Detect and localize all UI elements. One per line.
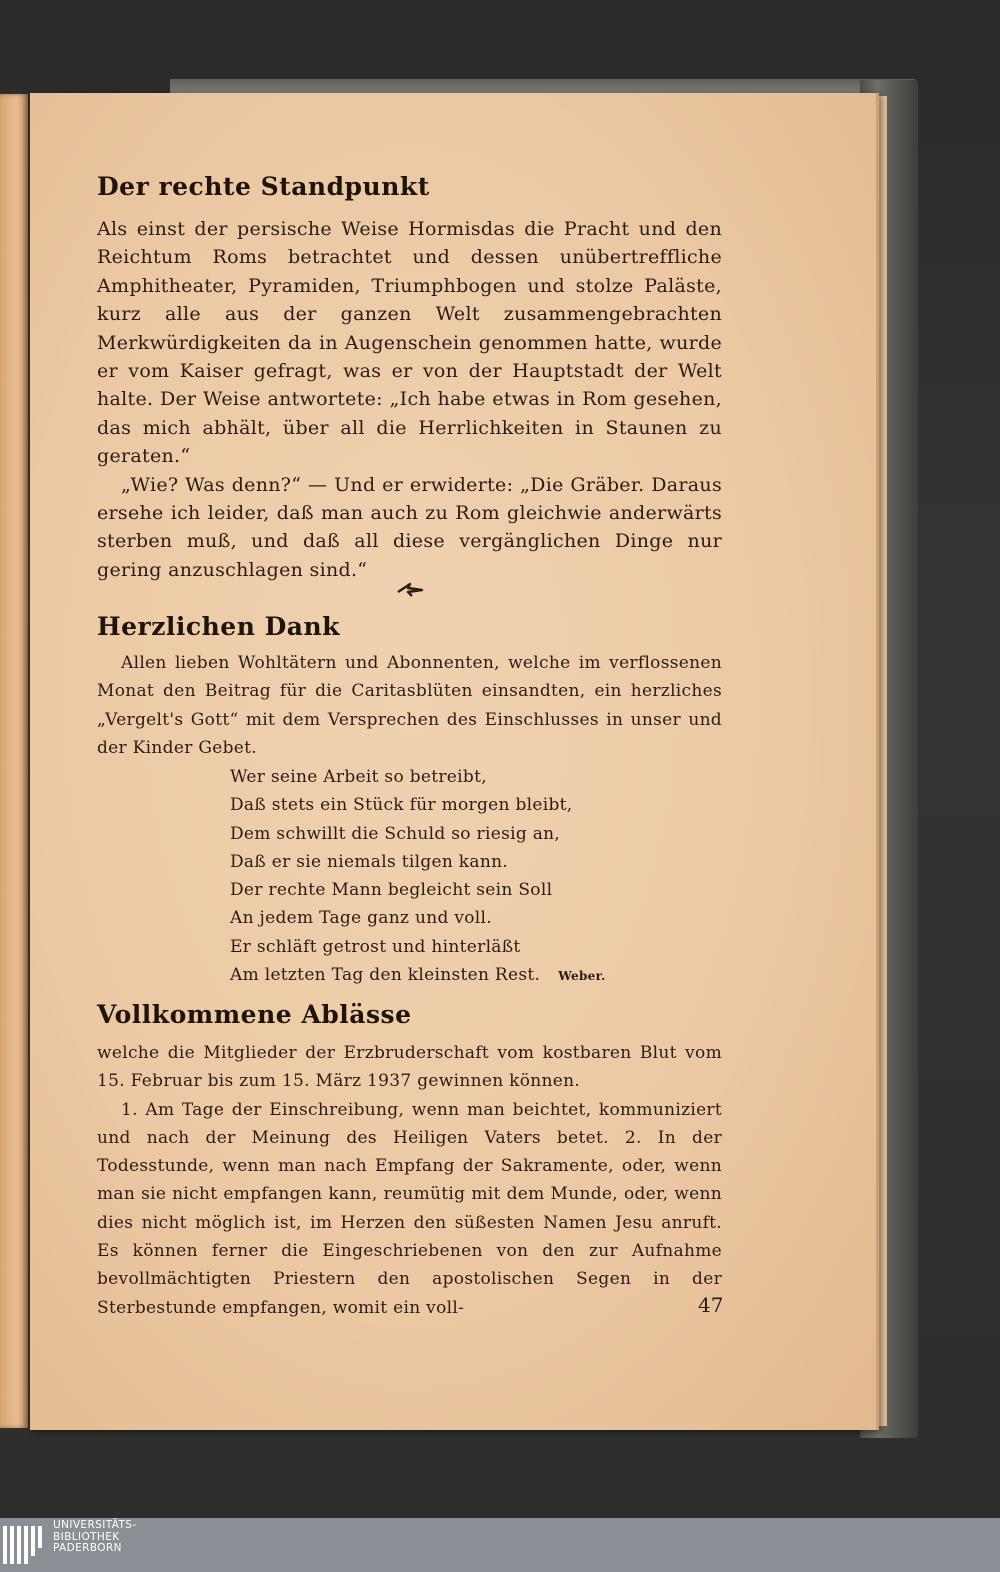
library-name-line: PADERBORN: [53, 1542, 122, 1554]
section-body-dank: [97, 649, 722, 762]
paragraph-ablaesse-intro: welche die Mitglieder der Erzbruderschaft vom kostbaren Blut vom 15. Februar bis zum 15. März 1937 gewinnen können.: [97, 1043, 722, 1092]
poem-line: An jedem Tage ganz und voll.: [230, 908, 492, 929]
paragraph-standpunkt-1: Als einst der persische Weise Hormisdas die Pracht und den Reichtum Roms betrachtet und dessen unübertreffliche Amphitheater, Pyramiden, Triumphbogen und stolze Paläste, kurz alle aus der ganzen Welt zusammengebrachten Merkwürdigkeiten da in Augenschein genommen hatte, wurde er vom Kaiser gefragt, was er von der Hauptstadt der Welt halte. Der Weise antwortete: „Ich habe etwas in Rom gesehen, das mich abhält, über all die Herrlichkeiten in Staunen zu geraten.“: [97, 218, 722, 468]
library-footer-bar: [0, 1518, 1000, 1572]
paragraph-ablaesse-body: 1. Am Tage der Einschreibung, wenn man beichtet, kommuniziert und nach der Meinung des Heiligen Vaters betet. 2. In der Todesstunde, wenn man nach Empfang der Sakramente, oder, wenn man sie nicht empfangen kann, reumütig mit dem Munde, oder, wenn dies nicht möglich ist, im Herzen den süßesten Namen Jesu anruft. Es können ferner die Eingeschriebenen von den zur Aufnahme bevollmächtigten Priestern den apostolischen Segen in der Sterbestunde empfangen, womit ein voll-: [97, 1099, 722, 1318]
poem-line: Dem schwillt die Schuld so riesig an,: [230, 823, 561, 844]
page-number: 47: [698, 1293, 724, 1317]
poem-line: Er schläft getrost und hinterläßt: [230, 936, 521, 957]
library-name-line: UNIVERSITÄTS-: [53, 1519, 137, 1531]
library-name: [53, 1520, 137, 1555]
library-name-line: BIBLIOTHEK: [53, 1530, 120, 1543]
section-title-ablaesse: Vollkommene Ablässe: [97, 1000, 412, 1029]
poem: [230, 763, 730, 990]
poem-line: Daß er sie niemals tilgen kann.: [230, 851, 509, 872]
facing-page-edge: [0, 94, 28, 1428]
poem-line: Daß stets ein Stück für morgen bleibt,: [230, 795, 573, 816]
paragraph-standpunkt-2: „Wie? Was denn?“ — Und er erwiderte: „Die Gräber. Daraus ersehe ich leider, daß man auch zu Rom gleichwie anderwärts sterben muß, und daß all diese vergänglichen Dinge nur gering anzuschlagen sind.“: [97, 473, 722, 581]
poem-line-text: Am letzten Tag den kleinsten Rest.: [230, 965, 541, 986]
book-cover-top-edge: [170, 79, 915, 93]
library-logo-icon: [3, 1522, 49, 1568]
section-body-standpunkt: [97, 215, 722, 584]
paragraph-dank: Allen lieben Wohltätern und Abonnenten, welche im verflossenen Monat den Beitrag für die Caritasblüten einsandten, ein herzliches „Vergelt's Gott“ mit dem Versprechen des Einschlusses in unser und der Kinder Gebet.: [97, 653, 722, 758]
poem-line-last: [230, 961, 730, 990]
section-title-standpunkt: Der rechte Standpunkt: [97, 172, 430, 201]
poem-line: Der rechte Mann begleicht sein Soll: [230, 880, 553, 901]
poem-author: Weber.: [558, 969, 606, 984]
ornament-divider-icon: [396, 578, 426, 598]
section-title-dank: Herzlichen Dank: [97, 612, 340, 641]
section-body-ablaesse: [97, 1039, 722, 1322]
poem-line: Wer seine Arbeit so betreibt,: [230, 767, 487, 787]
